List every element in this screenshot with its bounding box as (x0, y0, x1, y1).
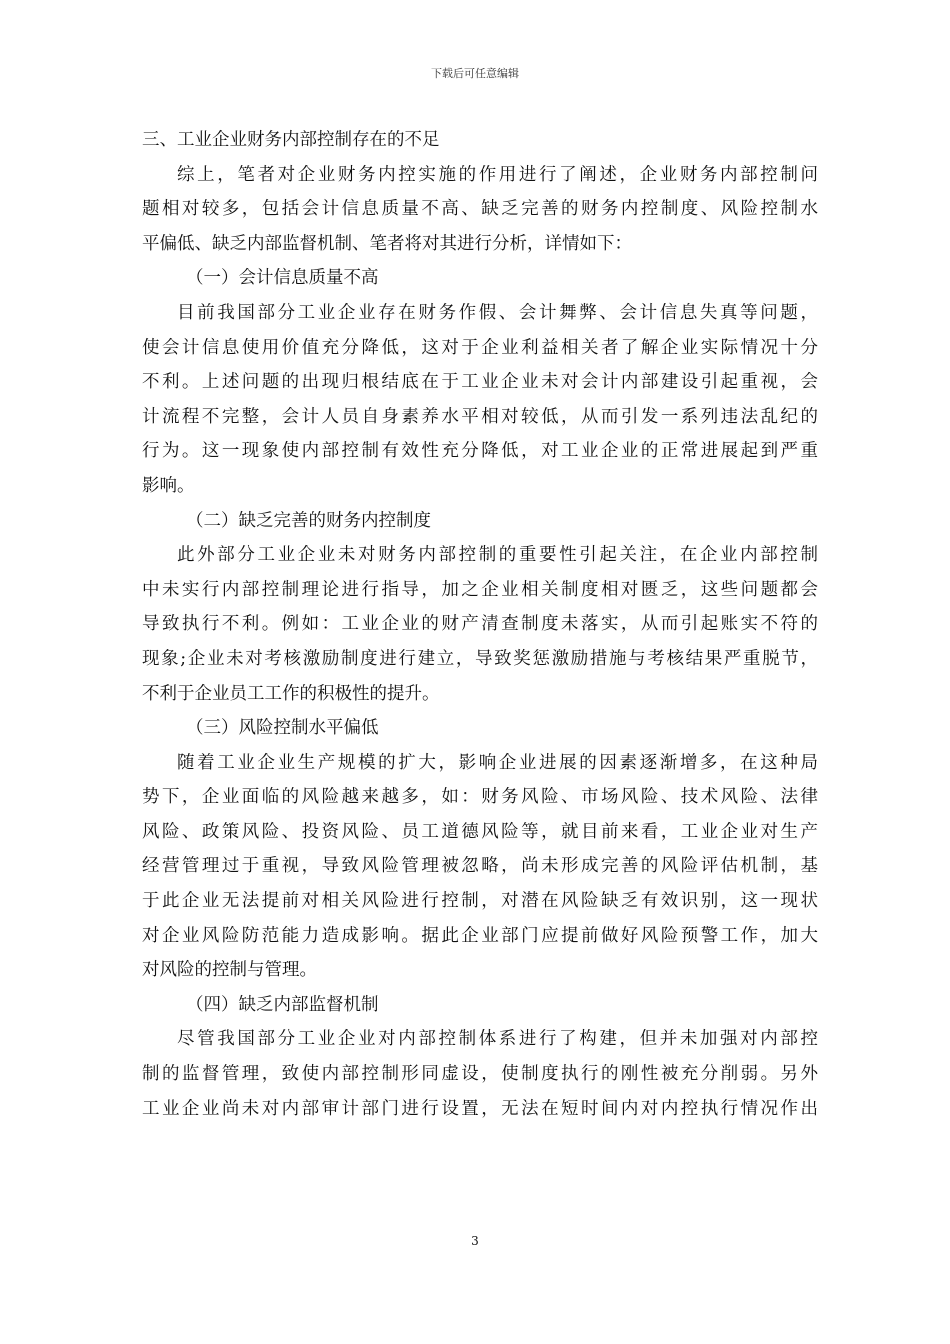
paragraph-last-line: 不利于企业员工工作的积极性的提升。 (142, 683, 440, 704)
subsection-heading: （四）缺乏内部监督机制 (186, 994, 379, 1015)
paragraph-line: 现象;企业未对考核激励制度进行建立，导致奖惩激励措施与考核结果严重脱节， (142, 648, 818, 669)
paragraph-last-line: 平偏低、缺乏内部监督机制、笔者将对其进行分析，详情如下： (142, 233, 632, 254)
subsection-heading: （一）会计信息质量不高 (186, 268, 379, 289)
paragraph-last-line: 影响。 (142, 475, 195, 496)
paragraph-line: 计流程不完整，会计人员自身素养水平相对较低，从而引发一系列违法乱纪的 (142, 406, 818, 427)
paragraph-first-line: 随着工业企业生产规模的扩大，影响企业进展的因素逐渐增多，在这种局 (177, 752, 818, 773)
paragraph-line: 势下，企业面临的风险越来越多，如：财务风险、市场风险、技术风险、法律 (142, 787, 818, 808)
subsection-heading: （三）风险控制水平偏低 (186, 718, 379, 739)
paragraph-last-line: 对风险的控制与管理。 (142, 960, 317, 981)
paragraph-line: 中未实行内部控制理论进行指导，加之企业相关制度相对匮乏，这些问题都会 (142, 579, 818, 600)
paragraph-first-line: 尽管我国部分工业企业对内部控制体系进行了构建，但并未加强对内部控 (177, 1029, 818, 1050)
paragraph-line: 风险、政策风险、投资风险、员工道德风险等，就目前来看，工业企业对生产 (142, 821, 818, 842)
paragraph-line: 不利。上述问题的出现归根结底在于工业企业未对会计内部建设引起重视，会 (142, 372, 818, 393)
subsection-heading: （二）缺乏完善的财务内控制度 (186, 510, 431, 531)
page-number: 3 (471, 1234, 479, 1248)
paragraph-line: 于此企业无法提前对相关风险进行控制，对潜在风险缺乏有效识别，这一现状 (142, 891, 818, 912)
section-heading: 三、工业企业财务内部控制存在的不足 (142, 130, 440, 150)
paragraph-line: 导致执行不利。例如：工业企业的财产清查制度未落实，从而引起账实不符的 (142, 614, 818, 635)
paragraph-line: 工业企业尚未对内部审计部门进行设置，无法在短时间内对内控执行情况作出 (142, 1098, 818, 1119)
paragraph-line: 经营管理过于重视，导致风险管理被忽略，尚未形成完善的风险评估机制，基 (142, 856, 818, 877)
header-note: 下载后可任意编辑 (431, 67, 519, 80)
paragraph-line: 对企业风险防范能力造成影响。据此企业部门应提前做好风险预警工作，加大 (142, 925, 818, 946)
paragraph-first-line: 此外部分工业企业未对财务内部控制的重要性引起关注，在企业内部控制 (177, 545, 818, 566)
paragraph-first-line: 综上，笔者对企业财务内控实施的作用进行了阐述，企业财务内部控制问 (177, 164, 818, 185)
paragraph-line: 行为。这一现象使内部控制有效性充分降低，对工业企业的正常进展起到严重 (142, 441, 818, 462)
paragraph-first-line: 目前我国部分工业企业存在财务作假、会计舞弊、会计信息失真等问题， (177, 302, 818, 323)
paragraph-line: 使会计信息使用价值充分降低，这对于企业利益相关者了解企业实际情况十分 (142, 337, 818, 358)
document-body (142, 123, 818, 1126)
paragraph-line: 题相对较多，包括会计信息质量不高、缺乏完善的财务内控制度、风险控制水 (142, 199, 818, 220)
paragraph-line: 制的监督管理，致使内部控制形同虚设，使制度执行的刚性被充分削弱。另外 (142, 1064, 818, 1085)
